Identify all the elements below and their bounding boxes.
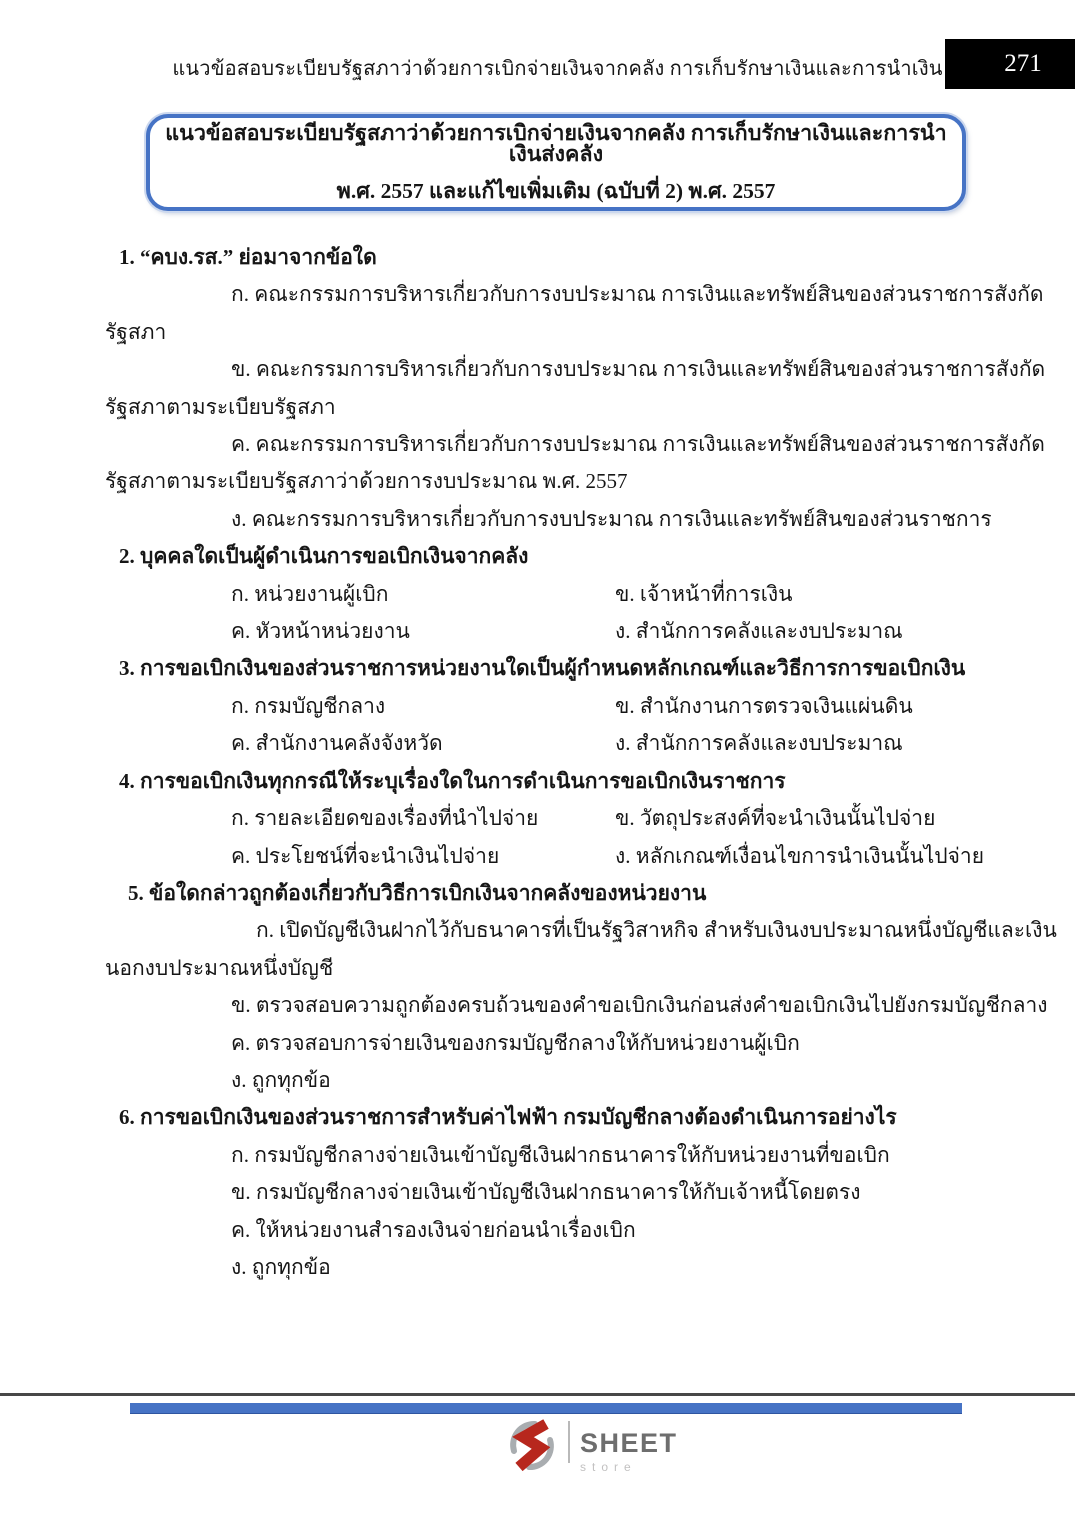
question-stem: 3. การขอเบิกเงินของส่วนราชการหน่วยงานใดเป็นผู้กำหนดหลักเกณฑ์และวิธีการการขอเบิกเงิน bbox=[119, 656, 966, 681]
question-5 bbox=[105, 875, 1057, 1099]
option-text: ก. กรมบัญชีกลางจ่ายเงินเข้าบัญชีเงินฝากธนาคารให้กับหน่วยงานที่ขอเบิก bbox=[231, 1142, 890, 1167]
option-continuation: นอกงบประมาณหนึ่งบัญชี bbox=[105, 955, 334, 980]
title-box bbox=[146, 114, 966, 211]
sheetstore-logo bbox=[504, 1417, 678, 1478]
option-text: ก. กรมบัญชีกลาง bbox=[231, 693, 386, 718]
questions-list bbox=[105, 239, 1057, 1286]
option-text: ข. ตรวจสอบความถูกต้องครบถ้วนของคำขอเบิกเงินก่อนส่งคำขอเบิกเงินไปยังกรมบัญชีกลาง bbox=[231, 993, 1048, 1018]
option-row bbox=[105, 576, 995, 613]
footer-rule-dark bbox=[0, 1393, 1075, 1396]
option-text: ง. ถูกทุกข้อ bbox=[231, 1067, 331, 1092]
option-text: ค. สำนักงานคลังจังหวัด bbox=[231, 731, 443, 756]
title-line-1: แนวข้อสอบระเบียบรัฐสภาว่าด้วยการเบิกจ่ายเงินจากคลัง การเก็บรักษาเงินและการนำเงินส่งคลัง bbox=[165, 120, 947, 167]
question-stem: 6. การขอเบิกเงินของส่วนราชการสำหรับค่าไฟฟ้า กรมบัญชีกลางต้องดำเนินการอย่างไร bbox=[119, 1105, 897, 1130]
page-number-box bbox=[945, 39, 1075, 89]
option-row bbox=[105, 800, 995, 837]
option-row bbox=[105, 688, 995, 725]
sheetstore-logo-icon bbox=[504, 1417, 560, 1478]
question-stem: 5. ข้อใดกล่าวถูกต้องเกี่ยวกับวิธีการเบิกเงินจากคลังของหน่วยงาน bbox=[128, 880, 707, 905]
option-text: ค. ให้หน่วยงานสำรองเงินจ่ายก่อนนำเรื่องเบิก bbox=[231, 1217, 636, 1242]
option-text: ก. รายละเอียดของเรื่องที่นำไปจ่าย bbox=[231, 806, 539, 831]
option-continuation: รัฐสภา bbox=[105, 319, 167, 344]
option-text: ง. สำนักการคลังและงบประมาณ bbox=[615, 731, 903, 756]
option-text: ก. คณะกรรมการบริหารเกี่ยวกับการงบประมาณ การเงินและทรัพย์สินของส่วนราชการสังกัด bbox=[231, 282, 1044, 307]
logo-divider bbox=[568, 1421, 570, 1463]
option-text: ข. กรมบัญชีกลางจ่ายเงินเข้าบัญชีเงินฝากธนาคารให้กับเจ้าหนี้โดยตรง bbox=[231, 1180, 861, 1205]
option-row bbox=[105, 838, 995, 875]
option-text: ค. คณะกรรมการบริหารเกี่ยวกับการงบประมาณ การเงินและทรัพย์สินของส่วนราชการสังกัด bbox=[231, 432, 1045, 457]
option-text: ก. หน่วยงานผู้เบิก bbox=[231, 581, 389, 606]
option-text: ค. ประโยชน์ที่จะนำเงินไปจ่าย bbox=[231, 843, 500, 868]
question-4 bbox=[105, 763, 995, 875]
option-text: ง. คณะกรรมการบริหารเกี่ยวกับการงบประมาณ การเงินและทรัพย์สินของส่วนราชการ bbox=[231, 506, 992, 531]
option-continuation: รัฐสภาตามระเบียบรัฐสภา bbox=[105, 394, 336, 419]
brand-subtitle: store bbox=[580, 1460, 637, 1474]
option-text: ค. ตรวจสอบการจ่ายเงินของกรมบัญชีกลางให้กับหน่วยงานผู้เบิก bbox=[231, 1030, 800, 1055]
question-1 bbox=[105, 239, 1046, 538]
option-text: ข. เจ้าหน้าที่การเงิน bbox=[615, 581, 793, 606]
running-header: แนวข้อสอบระเบียบรัฐสภาว่าด้วยการเบิกจ่ายเงินจากคลัง การเก็บรักษาเงินและการนำเงิน bbox=[172, 58, 943, 80]
option-text: ง. หลักเกณฑ์เงื่อนไขการนำเงินนั้นไปจ่าย bbox=[615, 843, 985, 868]
brand-name: SHEET bbox=[580, 1428, 678, 1458]
footer-rule-blue bbox=[130, 1403, 962, 1413]
option-text: ง. สำนักการคลังและงบประมาณ bbox=[615, 619, 903, 644]
question-3 bbox=[105, 650, 995, 762]
question-stem: 1. “คบง.รส.” ย่อมาจากข้อใด bbox=[119, 245, 377, 269]
brand-text-block bbox=[580, 1417, 678, 1473]
option-row bbox=[105, 725, 995, 762]
question-2 bbox=[105, 538, 995, 650]
option-row bbox=[105, 613, 995, 650]
question-stem: 4. การขอเบิกเงินทุกกรณีให้ระบุเรื่องใดในการดำเนินการขอเบิกเงินราชการ bbox=[119, 768, 786, 793]
page-number: 271 bbox=[1004, 50, 1042, 77]
option-text: ข. สำนักงานการตรวจเงินแผ่นดิน bbox=[615, 693, 913, 718]
question-6 bbox=[105, 1099, 995, 1286]
option-text: ข. วัตถุประสงค์ที่จะนำเงินนั้นไปจ่าย bbox=[615, 806, 936, 831]
title-line-2: พ.ศ. 2557 และแก้ไขเพิ่มเติม (ฉบับที่ 2) พ.ศ. 2557 bbox=[336, 178, 776, 203]
option-text: ข. คณะกรรมการบริหารเกี่ยวกับการงบประมาณ การเงินและทรัพย์สินของส่วนราชการสังกัด bbox=[231, 357, 1046, 382]
question-stem: 2. บุคคลใดเป็นผู้ดำเนินการขอเบิกเงินจากคลัง bbox=[119, 544, 529, 569]
option-continuation: รัฐสภาตามระเบียบรัฐสภาว่าด้วยการงบประมาณ พ.ศ. 2557 bbox=[105, 469, 628, 494]
option-text: ค. หัวหน้าหน่วยงาน bbox=[231, 619, 410, 644]
option-text: ก. เปิดบัญชีเงินฝากไว้กับธนาคารที่เป็นรัฐวิสาหกิจ สำหรับเงินงบประมาณหนึ่งบัญชีและเงิน bbox=[256, 918, 1057, 943]
option-text: ง. ถูกทุกข้อ bbox=[231, 1254, 331, 1279]
